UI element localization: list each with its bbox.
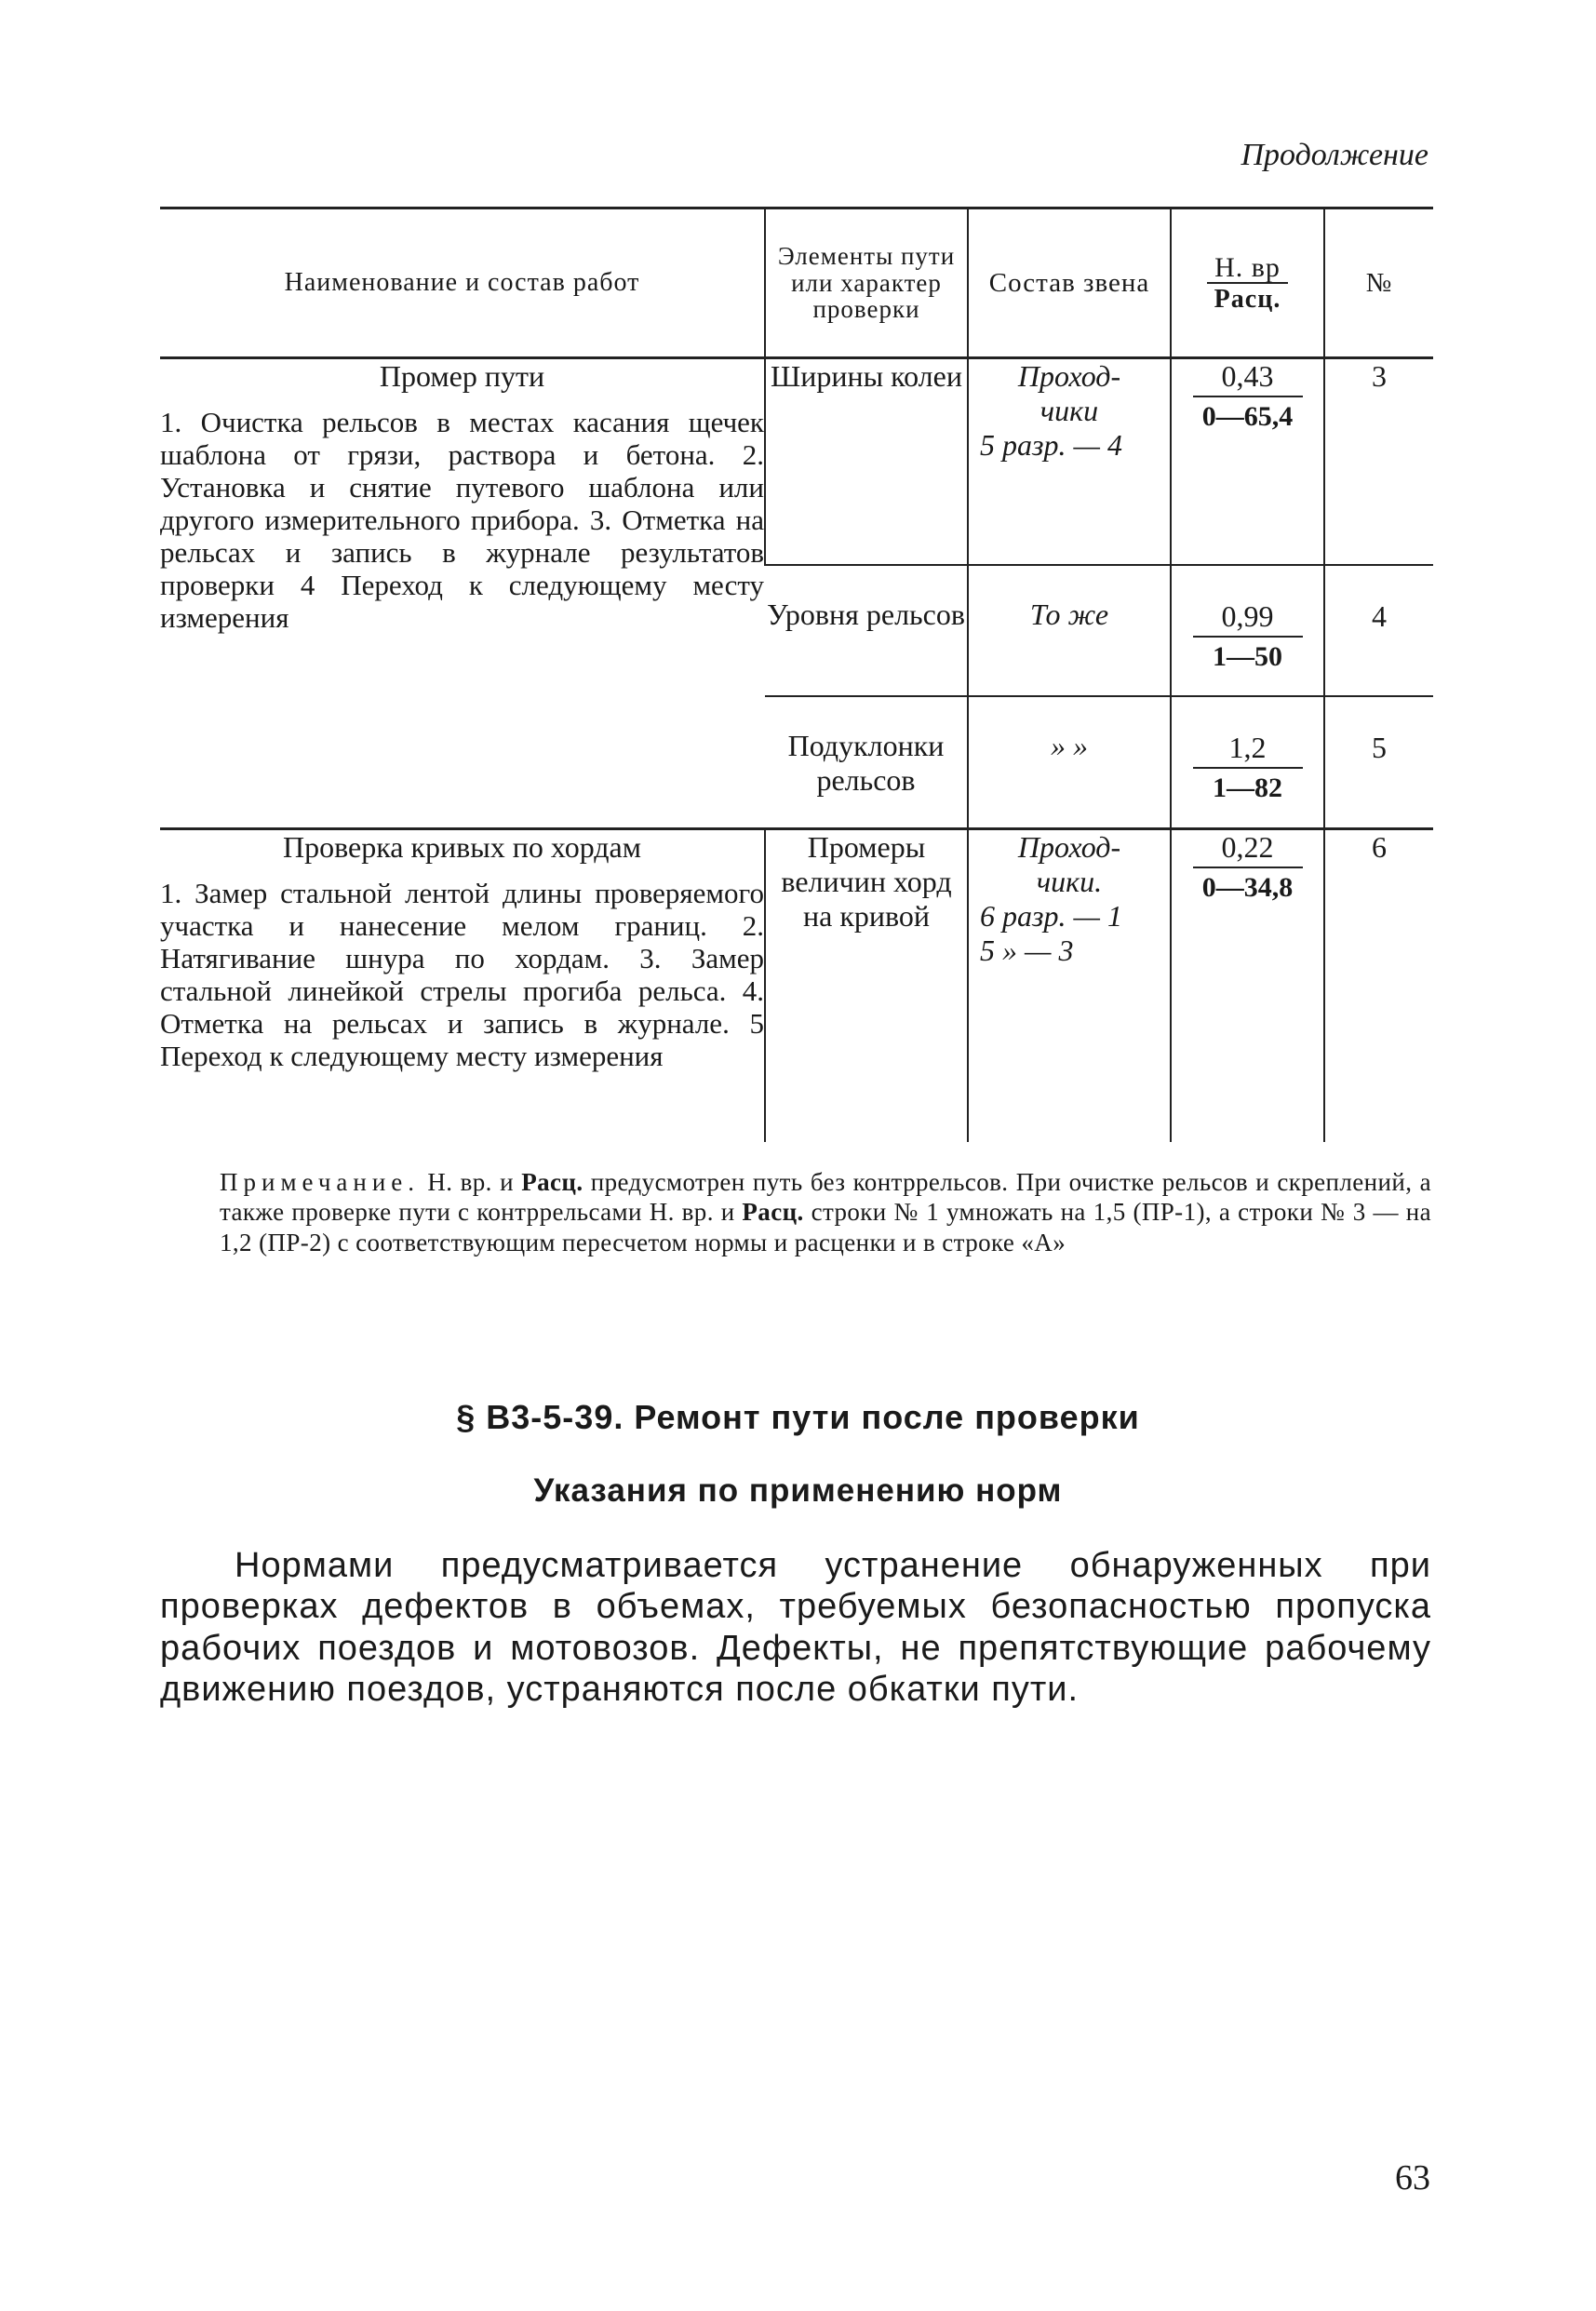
work-text-1: 1. Очистка рельсов в местах касания щечек шаблона от грязи, раствора и бетона. 2. Установка и снятие путевого шаблона или другого измерительного прибора. 3. Отметка на рельсах и запись в журнале результатов проверки 4 Переход к следующему месту измерения bbox=[160, 406, 764, 635]
note-label: Примечание. bbox=[220, 1168, 421, 1196]
row-number: 5 bbox=[1324, 696, 1433, 829]
rate-cell bbox=[1171, 565, 1324, 696]
table-header-row bbox=[160, 208, 1433, 358]
col-header-rate-price: Расц. bbox=[1214, 285, 1281, 315]
col-header-rate-norm: Н. вр bbox=[1207, 253, 1288, 285]
note-text: предусмотрен путь без контррельсов. При очистке рельсов и скреплений, а также проверке пути с контррельсами Н. вр. и bbox=[220, 1168, 1431, 1227]
element-cell: Ширины колеи bbox=[765, 358, 968, 565]
row-number: 6 bbox=[1324, 829, 1433, 1142]
col-header-crew: Состав звена bbox=[968, 208, 1171, 358]
work-title-2: Проверка кривых по хордам bbox=[283, 830, 641, 864]
work-text-2: 1. Замер стальной лентой длины проверяемого участка и нанесение мелом границ. 2. Натягивание шнура по хордам. 3. Замер стальной линейкой стрелы прогиба рельса. 4. Отметка на рельсах и запись в журнале. 5 Переход к следующему месту измерения bbox=[160, 877, 764, 1073]
rate-cell bbox=[1171, 696, 1324, 829]
price-value: 0—65,4 bbox=[1201, 401, 1294, 432]
crew-line: 5 разр. — 4 bbox=[980, 428, 1122, 463]
crew-cell: » » bbox=[968, 696, 1171, 829]
note-bold: Расц. bbox=[521, 1168, 583, 1196]
norms-table bbox=[160, 207, 1433, 1142]
page-number: 63 bbox=[1395, 2158, 1430, 2197]
col-header-work: Наименование и состав работ bbox=[284, 268, 640, 298]
section-title: § В3-5-39. Ремонт пути после проверки bbox=[456, 1398, 1140, 1436]
note-text: строки № 1 умножать на 1,5 (ПР-1), а строки № 3 — на 1,2 (ПР-2) с соответствующим пересчетом нормы и расценки и в строке «А» bbox=[220, 1198, 1431, 1256]
crew-line: Проход- bbox=[1017, 359, 1121, 393]
rate-cell bbox=[1171, 358, 1324, 565]
note-text: Н. вр. и bbox=[427, 1168, 514, 1196]
row-number: 4 bbox=[1324, 565, 1433, 696]
table-row bbox=[160, 358, 1433, 565]
work-description-1 bbox=[160, 358, 765, 829]
price-value: 0—34,8 bbox=[1201, 872, 1294, 903]
crew-line: чики. bbox=[1036, 865, 1103, 899]
price-value: 1—50 bbox=[1213, 640, 1282, 672]
section-subtitle: Указания по применению норм bbox=[533, 1472, 1063, 1509]
col-header-elements: Элементы пути или характер проверки bbox=[765, 208, 968, 358]
work-title-1: Промер пути bbox=[379, 359, 545, 393]
norm-value: 0,22 bbox=[1193, 830, 1303, 868]
crew-line: чики bbox=[1039, 394, 1099, 428]
section-paragraph: Нормами предусматривается устранение обнаруженных при проверках дефектов в объемах, требуемых безопасностью пропуска рабочих поездов и мотовозов. Дефекты, не препятствующие рабочему движению поездов, устраняются после обкатки пути. bbox=[160, 1546, 1431, 1710]
crew-cell bbox=[968, 358, 1171, 565]
note-bold: Расц. bbox=[742, 1198, 804, 1227]
row-number: 3 bbox=[1324, 358, 1433, 565]
crew-line: Проход- bbox=[1017, 830, 1121, 864]
crew-line: 6 разр. — 1 bbox=[980, 899, 1122, 934]
table-note bbox=[220, 1167, 1431, 1257]
continuation-label: Продолжение bbox=[1241, 138, 1428, 172]
work-description-2 bbox=[160, 829, 765, 1142]
element-cell: Подуклонки рельсов bbox=[765, 696, 968, 829]
element-cell: Промеры величин хорд на кривой bbox=[765, 829, 968, 1142]
table-row bbox=[160, 829, 1433, 1142]
element-cell: Уровня рельсов bbox=[765, 565, 968, 696]
col-header-no: № bbox=[1324, 208, 1433, 358]
norm-value: 1,2 bbox=[1193, 731, 1303, 769]
col-header-rate bbox=[1171, 208, 1324, 358]
price-value: 1—82 bbox=[1213, 772, 1282, 803]
norm-value: 0,99 bbox=[1193, 599, 1303, 638]
norm-value: 0,43 bbox=[1193, 359, 1303, 397]
crew-cell bbox=[968, 829, 1171, 1142]
crew-cell: То же bbox=[968, 565, 1171, 696]
rate-cell bbox=[1171, 829, 1324, 1142]
crew-line: 5 » — 3 bbox=[980, 934, 1074, 968]
